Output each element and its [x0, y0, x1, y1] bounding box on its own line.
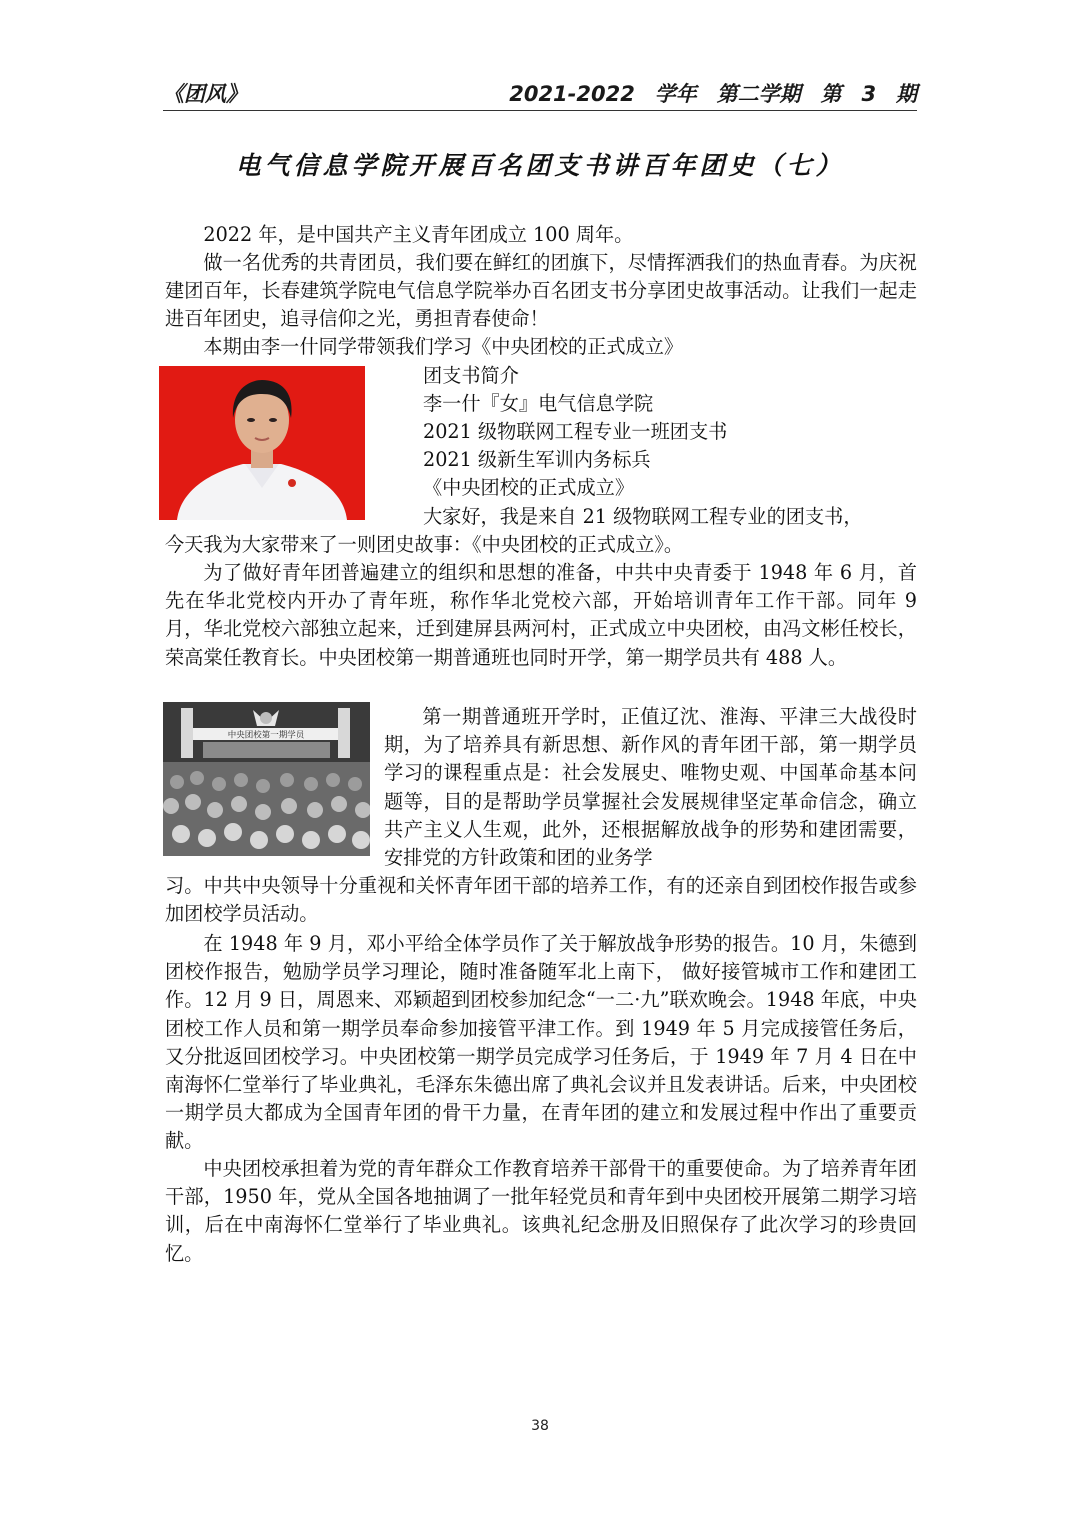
portrait-photo — [159, 366, 365, 520]
historical-photo — [163, 702, 370, 856]
story-paragraph-1: 为了做好青年团普遍建立的组织和思想的准备，中共中央青委于 1948 年 6 月，首先在华北党校内开办了青年班，称作华北党校六部，开始培训青年工作干部。同年 9 月，华北党校六部独立起来，迁到建屏县两河村，正式成立中央团校，由冯文彬任校长，荣高棠任教育长。中央团校第一期普通班也同时开学，第一期学员共有 488 人。 — [165, 561, 917, 669]
bio-line-topic: 《中央团校的正式成立》 — [423, 476, 635, 499]
photo-banner-text: 中央团校第一期学员 — [227, 730, 305, 741]
story-paragraph-2-continued: 习。中共中央领导十分重视和关怀青年团干部的培养工作，有的还亲自到团校作报告或参加团校学员活动。 — [165, 874, 917, 926]
bio-line-name: 李一什『女』电气信息学院 — [423, 392, 654, 415]
bio-heading: 团支书简介 — [423, 364, 519, 387]
intro-paragraph-3: 本期由李一什同学带领我们学习《中央团校的正式成立》 — [203, 335, 684, 358]
story-paragraph-2: 第一期普通班开学时，正值辽沈、淮海、平津三大战役时期，为了培养具有新思想、新作风的青年团干部，第一期学员学习的课程重点是：社会发展史、唯物史观、中国革命基本问题等，目的是帮助学员掌握社会发展规律坚定革命信念，确立共产主义人生观，此外，还根据解放战争的形势和建团需要，安排党的方针政策和团的业务学 — [384, 705, 917, 870]
intro-paragraph-2: 做一名优秀的共青团员，我们要在鲜红的团旗下，尽情挥洒我们的热血青春。为庆祝建团百年，长春建筑学院电气信息学院举办百名团支书分享团史故事活动。让我们一起走进百年团史，追寻信仰之光，勇担青春使命！ — [165, 251, 917, 331]
article-title: 电气信息学院开展百名团支书讲百年团史（七） — [235, 151, 845, 180]
page-header — [163, 78, 917, 108]
story-paragraph-3: 在 1948 年 9 月，邓小平给全体学员作了关于解放战争形势的报告。10 月，朱德到团校作报告，勉励学员学习理论，随时准备随军北上南下， 做好接管城市工作和建团工作。12 月 9 日，周恩来、邓颖超到团校参加纪念“一二·九”联欢晚会。1948 年底，中央团校工作人员和第一期学员奉命参加接管平津工作。到 1949 年 5 月完成接管任务后，又分批返回团校学习。中央团校第一期学员完成学习任务后，于 1949 年 7 月 4 日在中南海怀仁堂举行了毕业典礼，毛泽东朱德出席了典礼会议并且发表讲话。后来，中央团校一期学员大都成为全国青年团的骨干力量，在青年团的建立和发展过程中作出了重要贡献。 — [165, 932, 917, 1153]
story-paragraph-4: 中央团校承担着为党的青年群众工作教育培养干部骨干的重要使命。为了培养青年团干部，1950 年，党从全国各地抽调了一批年轻党员和青年到中央团校开展第二期学习培训，后在中南海怀仁堂举行了毕业典礼。该典礼纪念册及旧照保存了此次学习的珍贵回忆。 — [165, 1157, 917, 1265]
header-rule — [163, 110, 917, 111]
issue-info: 2021-2022 学年 第二学期 第 3 期 — [509, 82, 917, 106]
historical-image — [163, 702, 370, 856]
journal-name: 《团风》 — [163, 82, 247, 106]
greeting-line: 大家好，我是来自 21 级物联网工程专业的团支书， — [423, 505, 863, 528]
portrait-image — [159, 366, 365, 520]
page-number: 38 — [531, 1418, 549, 1434]
intro-paragraph-1: 2022 年，是中国共产主义青年团成立 100 周年。 — [203, 223, 634, 246]
bio-line-position: 2021 级物联网工程专业一班团支书 — [423, 420, 728, 443]
bio-line-honor: 2021 级新生军训内务标兵 — [423, 448, 651, 471]
greeting-continuation: 今天我为大家带来了一则团史故事：《中央团校的正式成立》。 — [165, 533, 684, 556]
